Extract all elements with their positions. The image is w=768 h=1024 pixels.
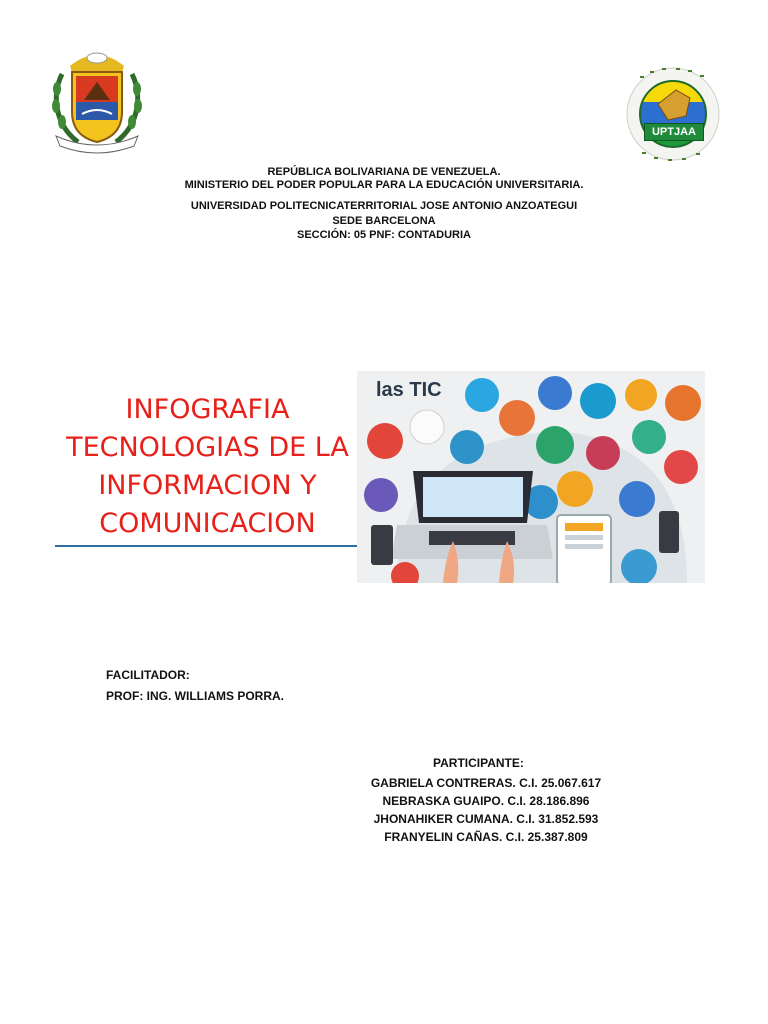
title-underline (55, 545, 360, 547)
illustration-caption: las TIC (376, 379, 442, 401)
facilitator-name: PROF: ING. WILLIAMS PORRA. (106, 689, 284, 703)
title-line-1: INFOGRAFIA (125, 394, 290, 425)
header-republic: REPÚBLICA BOLIVARIANA DE VENEZUELA. (267, 166, 501, 178)
university-uptjaa-logo (620, 64, 726, 164)
tic-illustration (357, 371, 705, 583)
participant-item: JHONAHIKER CUMANA. C.I. 31.852.593 (373, 812, 599, 826)
state-coat-of-arms-logo (48, 44, 146, 156)
participant-item: GABRIELA CONTRERAS. C.I. 25.067.617 (370, 776, 602, 790)
title-line-3: INFORMACION Y (98, 470, 317, 501)
uptjaa-acronym: UPTJAA (644, 123, 704, 141)
document-title (55, 391, 360, 543)
participants-label: PARTICIPANTE: (433, 756, 524, 770)
header-section: SECCIÓN: 05 PNF: CONTADURIA (297, 229, 471, 241)
facilitator-label: FACILITADOR: (106, 668, 190, 682)
header-campus: SEDE BARCELONA (332, 215, 436, 227)
header-university: UNIVERSIDAD POLITECNICATERRITORIAL JOSE ANTONIO ANZOATEGUI (190, 200, 578, 212)
participant-item: FRANYELIN CAÑAS. C.I. 25.387.809 (384, 830, 588, 844)
participants-list (352, 774, 620, 846)
title-line-2: TECNOLOGIAS DE LA (66, 432, 349, 463)
header-ministry: MINISTERIO DEL PODER POPULAR PARA LA EDUCACIÓN UNIVERSITARIA. (184, 179, 584, 191)
title-line-4: COMUNICACION (99, 508, 316, 539)
participant-item: NEBRASKA GUAIPO. C.I. 28.186.896 (382, 794, 590, 808)
